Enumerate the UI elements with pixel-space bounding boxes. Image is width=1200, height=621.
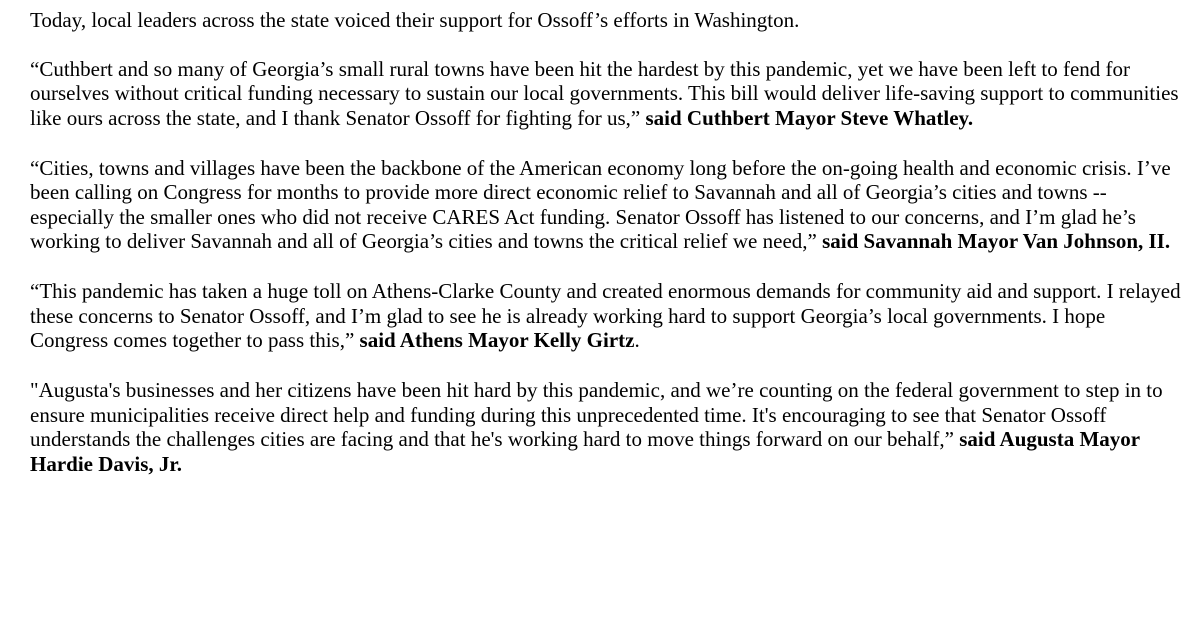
quote-attribution: said Athens Mayor Kelly Girtz [359,328,635,352]
quote-paragraph-savannah [30,156,1182,254]
quote-paragraph-athens [30,279,1182,353]
intro-paragraph: Today, local leaders across the state voiced their support for Ossoff’s efforts in Washington. [30,8,800,32]
quote-attribution: said Cuthbert Mayor Steve Whatley. [645,105,974,130]
quote-text: "Augusta's businesses and her citizens have been hit hard by this pandemic, and we’re counting on the federal government to step in to ensure municipalities receive direct help and funding during this unprecedented time. It's encouraging to see that Senator Ossoff understands the challenges cities are facing and that he's working hard to move things forward on our behalf,” [30,378,1163,451]
quote-text: “Cities, towns and villages have been the backbone of the American economy long before the on-going health and economic crisis. I’ve been calling on Congress for months to provide more direct economic relief to Savannah and all of Georgia’s cities and towns -- especially the smaller ones who did not receive CARES Act funding. Senator Ossoff has listened to our concerns, and I’m glad he’s working to deliver Savannah and all of Georgia’s cities and towns the critical relief we need,” [30,155,1171,253]
quote-attribution: said Savannah Mayor Van Johnson, II. [822,229,1171,253]
quote-paragraph-augusta [30,378,1182,476]
quote-text: “This pandemic has taken a huge toll on Athens-Clarke County and created enormous demands for community aid and support. I relayed these concerns to Senator Ossoff, and I’m glad to see he is already working hard to support Georgia’s local governments. I hope Congress comes together to pass this,” [30,279,1181,352]
quote-paragraph-cuthbert [30,57,1182,131]
quote-trailing: . [634,328,640,352]
quote-text: “Cuthbert and so many of Georgia’s small rural towns have been hit the hardest by this pandemic, yet we have been left to fend for ourselves without critical funding necessary to sustain our local governments. This bill would deliver life-saving support to communities like ours across the state, and I thank Senator Ossoff for fighting for us,” [30,56,1179,130]
quote-attribution: said Augusta Mayor Hardie Davis, Jr. [30,427,1140,476]
